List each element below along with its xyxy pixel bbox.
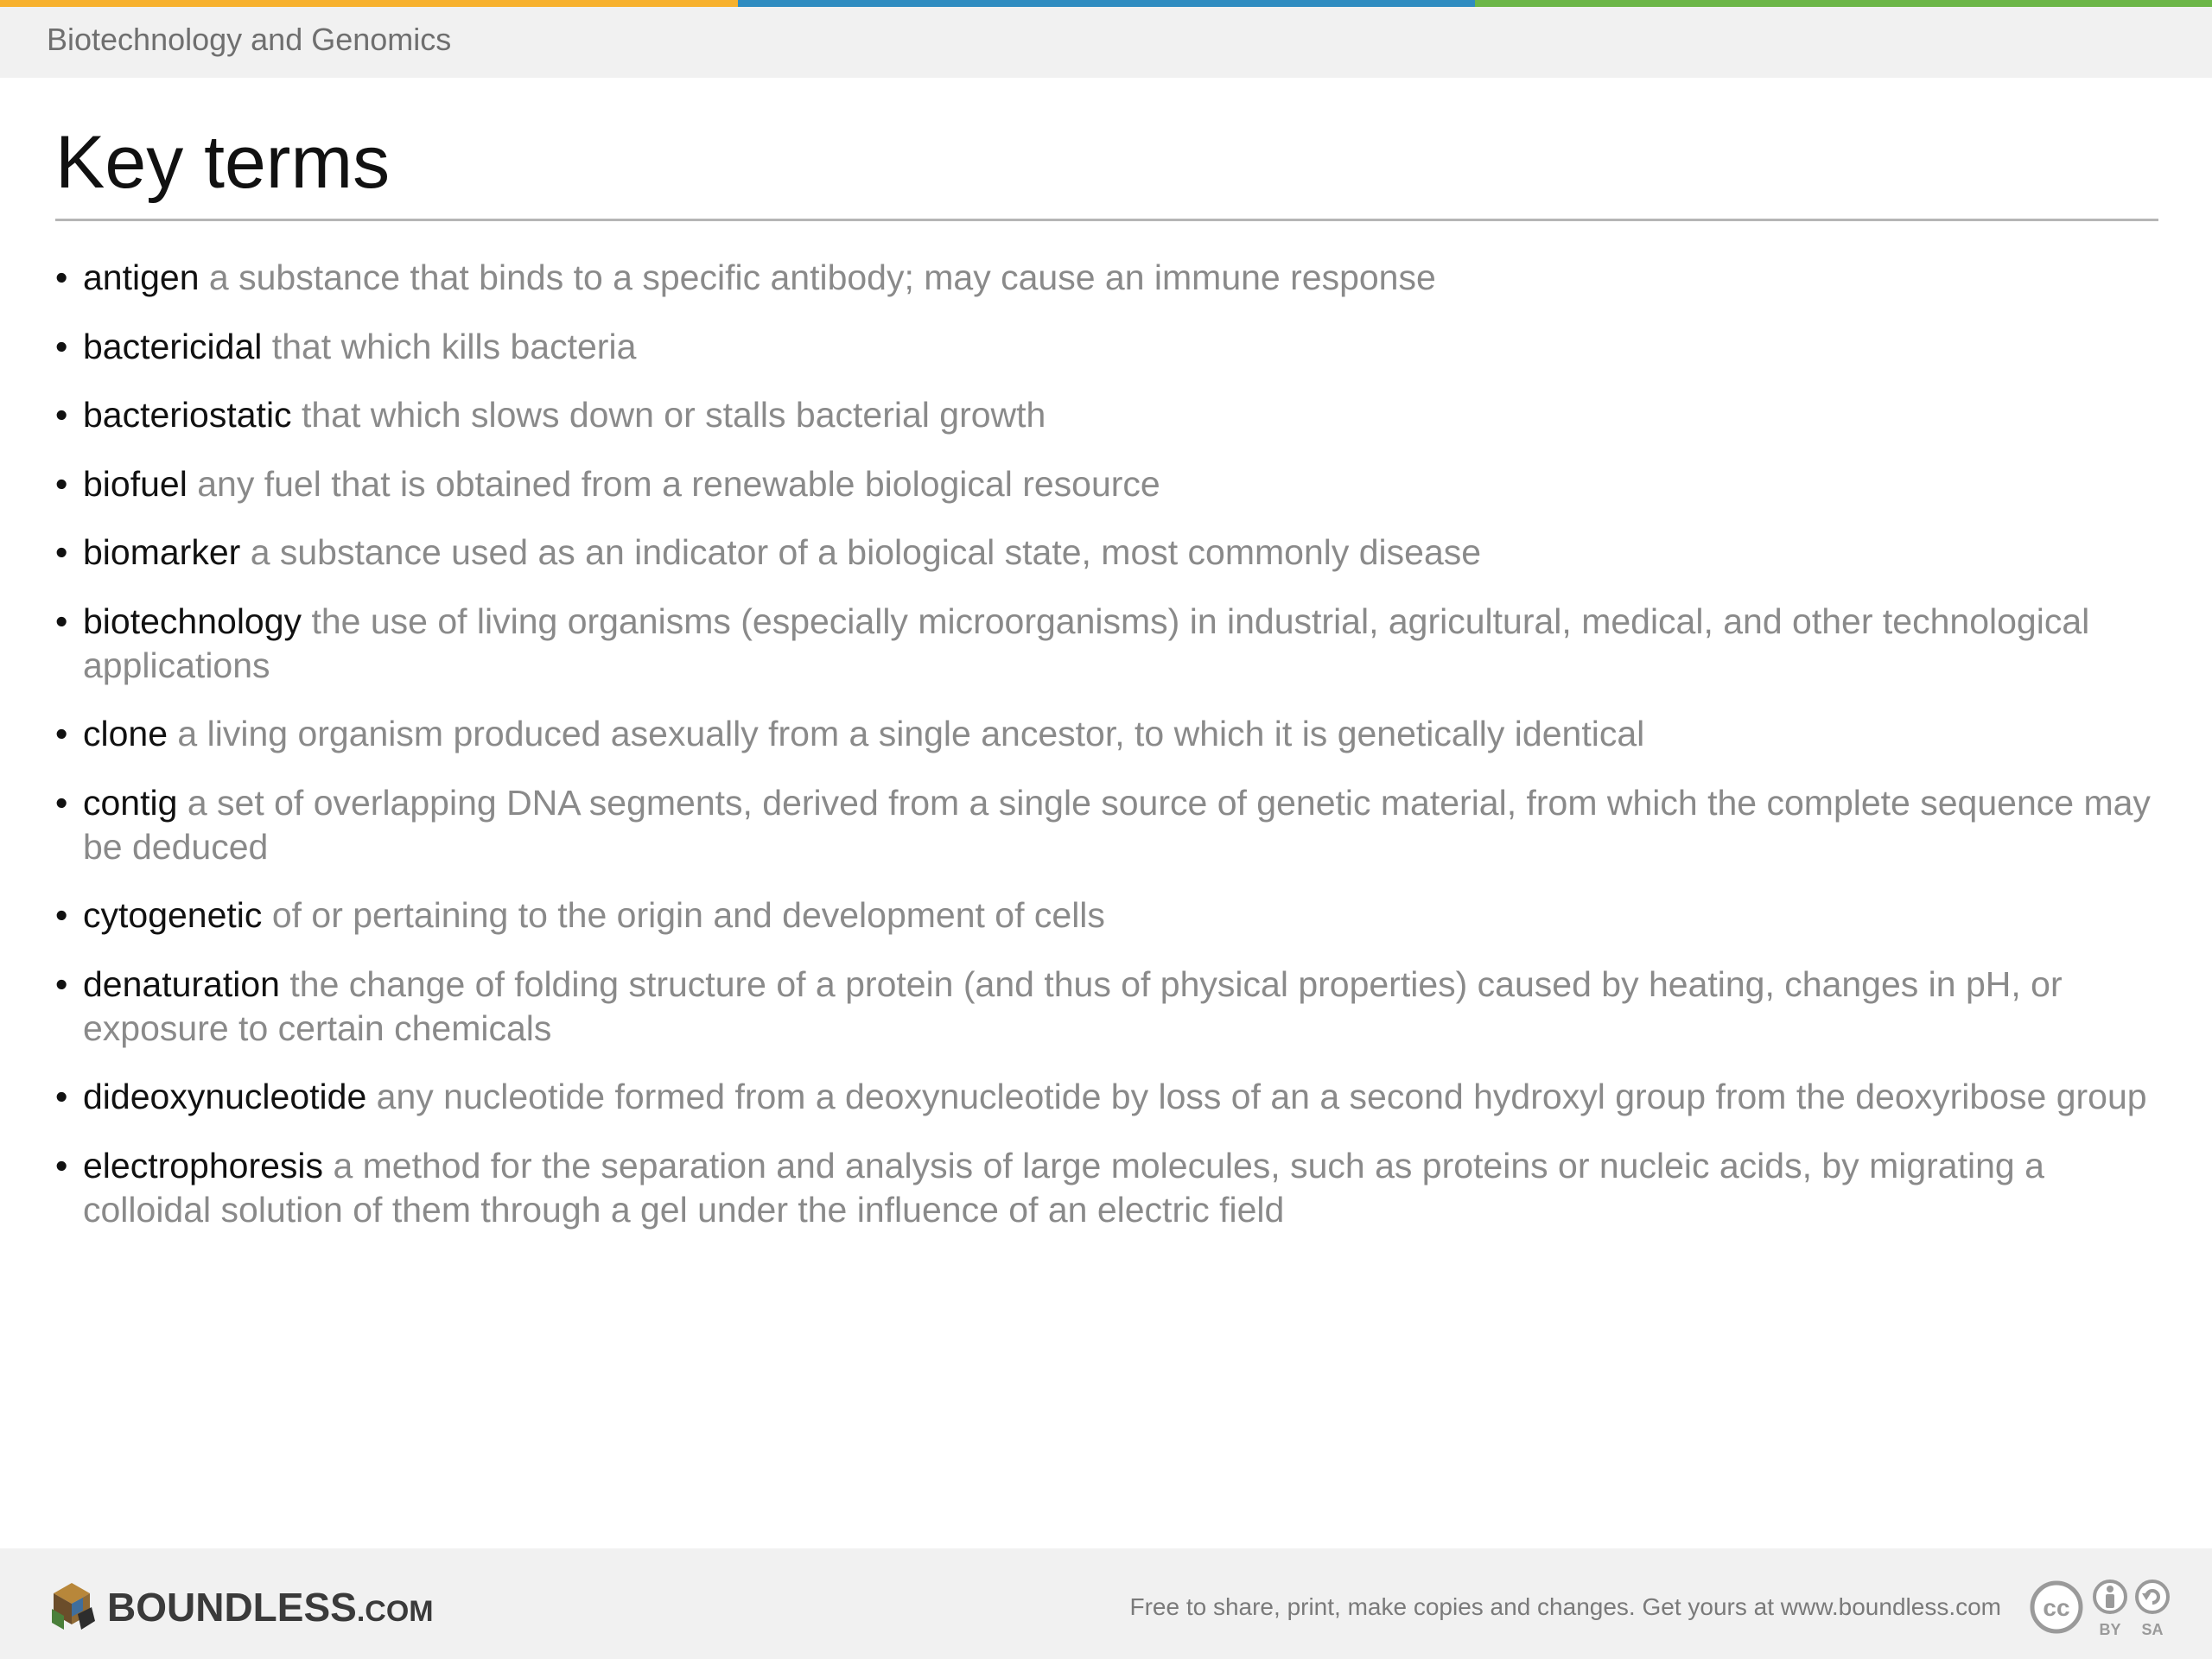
cc-by-sa-license-icon[interactable] [2029,1578,2176,1638]
term-word: biofuel [83,463,188,504]
term-word: bactericidal [83,326,263,366]
boundless-wordmark [107,1583,434,1642]
accent-stripe-orange [0,0,738,7]
accent-stripe-green [1475,0,2212,7]
term-item [55,712,2164,756]
term-item [55,893,2164,938]
bullet-icon: • [55,601,68,641]
term-word: contig [83,782,178,823]
bullet-icon: • [55,714,68,753]
term-word: dideoxynucleotide [83,1077,367,1116]
term-word: antigen [83,257,200,297]
bullet-icon: • [55,532,68,572]
course-title: Biotechnology and Genomics [47,22,452,57]
boundless-cube-icon [45,1580,99,1633]
logo-main: BOUNDLESS [107,1585,357,1630]
term-item [55,1075,2164,1119]
term-definition: that which slows down or stalls bacterial growth [301,395,1046,435]
term-definition: any fuel that is obtained from a renewable biological resource [197,463,1160,504]
accent-stripe-blue [738,0,1475,7]
term-word: cytogenetic [83,895,263,935]
term-word: clone [83,714,168,753]
term-item [55,256,2164,300]
license-by-text: BY [2099,1621,2121,1638]
term-definition: a substance that binds to a specific antibody; may cause an immune response [208,257,1436,297]
bullet-icon: • [55,395,68,435]
term-definition: of or pertaining to the origin and development of cells [271,895,1105,935]
term-word: biotechnology [83,601,302,641]
term-item [55,325,2164,369]
term-definition: a set of overlapping DNA segments, derived from a single source of genetic material, from which the complete sequence may be deduced [83,782,2151,867]
logo-suffix: .COM [356,1595,434,1628]
term-word: denaturation [83,963,280,1004]
term-definition: a substance used as an indicator of a biological state, most commonly disease [250,532,1482,572]
term-item [55,781,2164,869]
bullet-icon: • [55,895,68,935]
term-word: electrophoresis [83,1145,324,1185]
top-bar [0,0,2212,78]
bullet-icon: • [55,326,68,366]
bullet-icon: • [55,1077,68,1116]
bullet-icon: • [55,257,68,297]
term-item [55,462,2164,506]
term-definition: a method for the separation and analysis of large molecules, such as proteins or nucleic acids, by migrating a colloidal solution of them through a gel under the influence of an electric field [83,1145,2044,1230]
slide-title: Key terms [55,121,391,204]
license-cc-text: cc [2043,1594,2070,1621]
term-item [55,393,2164,437]
term-definition: any nucleotide formed from a deoxynucleotide by loss of an a second hydroxyl group from the deoxyribose group [376,1077,2147,1116]
license-sa-text: SA [2141,1621,2164,1638]
term-item [55,1144,2164,1232]
title-divider [55,219,2158,221]
bullet-icon: • [55,782,68,823]
bullet-icon: • [55,963,68,1004]
share-notice: Free to share, print, make copies and changes. Get yours at www.boundless.com [1129,1593,2001,1620]
term-definition: a living organism produced asexually from a single ancestor, to which it is genetically identical [177,714,1645,753]
bullet-icon: • [55,1145,68,1185]
term-word: bacteriostatic [83,395,292,435]
term-definition: the use of living organisms (especially microorganisms) in industrial, agricultural, medical, and other technological applications [83,601,2090,685]
term-definition: the change of folding structure of a protein (and thus of physical properties) caused by heating, changes in pH, or exposure to certain chemicals [83,963,2063,1048]
term-definition: that which kills bacteria [271,326,637,366]
key-terms-list [55,256,2164,1256]
bullet-icon: • [55,463,68,504]
term-item [55,963,2164,1051]
share-alike-icon [2137,1581,2168,1612]
term-item [55,600,2164,688]
term-item [55,531,2164,575]
term-word: biomarker [83,532,241,572]
